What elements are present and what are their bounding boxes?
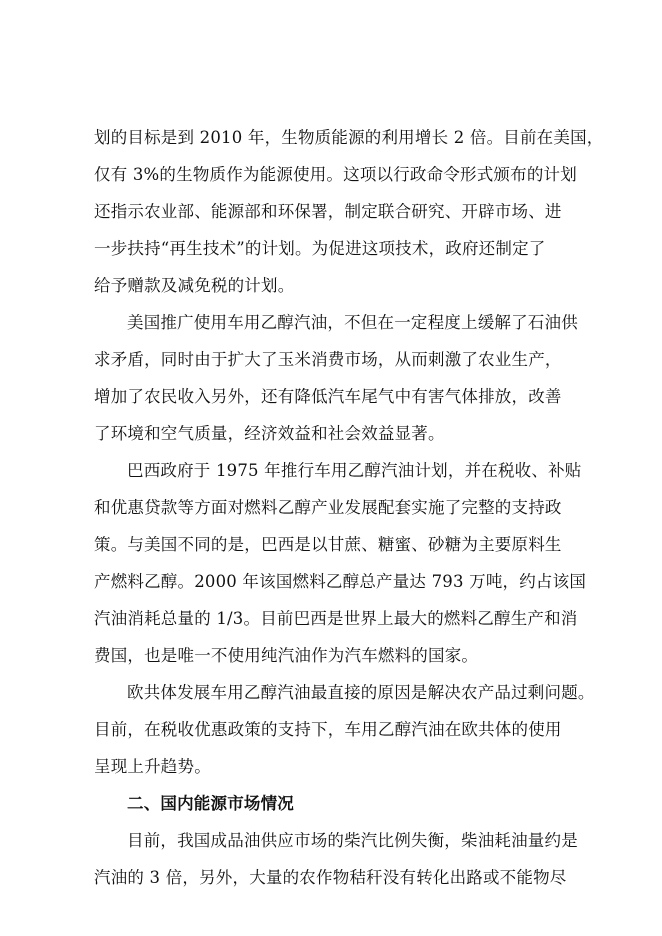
text-line: 策。与美国不同的是，巴西是以甘蔗、糖蜜、砂糖为主要原料生 — [94, 535, 562, 554]
text-line: 呈现上升趋势。 — [94, 757, 211, 776]
text-line: 划的目标是到 2010 年，生物质能源的利用增长 2 倍。目前在美国， — [94, 128, 604, 147]
text-line: 美国推广使用车用乙醇汽油，不但在一定程度上缓解了石油供 — [127, 313, 578, 332]
text-line: 汽油的 3 倍，另外，大量的农作物秸秆没有转化出路或不能物尽 — [94, 868, 567, 887]
text-line: 目前，在税收优惠政策的支持下，车用乙醇汽油在欧共体的使用 — [94, 720, 562, 739]
text-line: 汽油消耗总量的 1/3。目前巴西是世界上最大的燃料乙醇生产和消 — [94, 609, 578, 628]
text-line: 费国，也是唯一不使用纯汽油作为汽车燃料的国家。 — [94, 646, 479, 665]
text-line: 和优惠贷款等方面对燃料乙醇产业发展配套实施了完整的支持政 — [94, 498, 562, 517]
text-line: 增加了农民收入另外，还有降低汽车尾气中有害气体排放，改善 — [94, 387, 562, 406]
text-line: 还指示农业部、能源部和环保署，制定联合研究、开辟市场、进 — [94, 202, 562, 221]
text-line: 一步扶持“再生技术”的计划。为促进这项技术，政府还制定了 — [94, 239, 546, 258]
text-line: 产燃料乙醇。2000 年该国燃料乙醇总产量达 793 万吨，约占该国 — [94, 572, 587, 591]
text-line: 求矛盾，同时由于扩大了玉米消费市场，从而刺激了农业生产， — [94, 350, 562, 369]
text-line: 了环境和空气质量，经济效益和社会效益显著。 — [94, 424, 445, 443]
text-line: 给予赠款及减免税的计划。 — [94, 276, 295, 295]
text-line: 仅有 3%的生物质作为能源使用。这项以行政命令形式颁布的计划 — [94, 165, 577, 184]
section-heading: 二、国内能源市场情况 — [127, 794, 294, 813]
text-line: 巴西政府于 1975 年推行车用乙醇汽油计划，并在税收、补贴 — [127, 461, 582, 480]
text-line: 欧共体发展车用乙醇汽油最直接的原因是解决农产品过剩问题。 — [127, 683, 595, 702]
text-line: 目前，我国成品油供应市场的柴汽比例失衡，柴油耗油量约是 — [127, 831, 578, 850]
